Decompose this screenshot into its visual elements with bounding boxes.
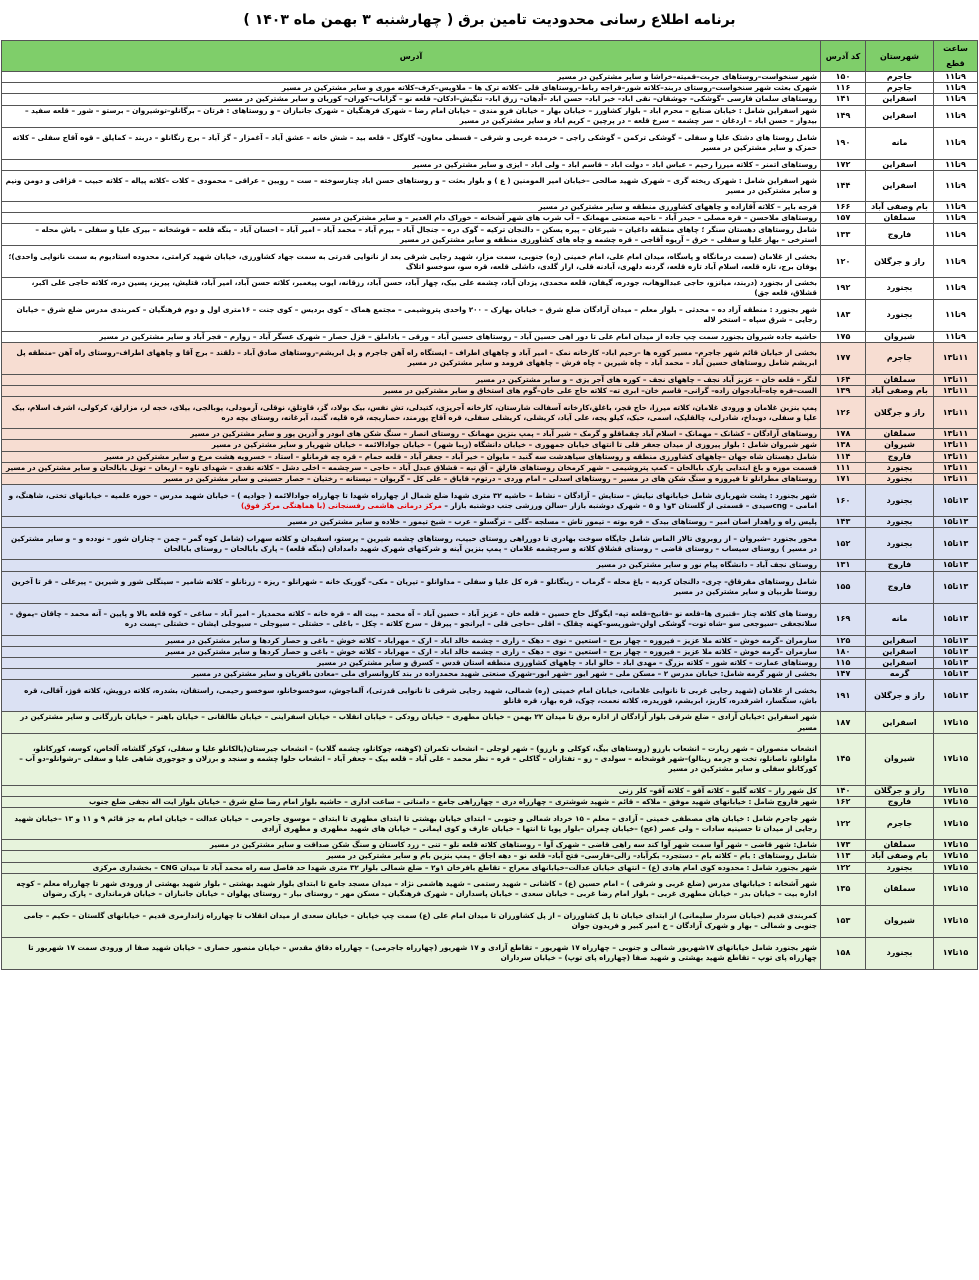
cell-address: قسمت موزه و باغ ابتدایی پارک بابالحان – کمپ پتروشیمی – شهر کرمخان روستاهای قارلق – آق تپه – قشلاق عبدل آباد – حاجی – سرچشمه – اخلی دشل – کلاته نقدی – شهدای ناوه – ازبغان – تونل بابالحان و سایر مشترکین در مسیر <box>2 462 821 473</box>
table-row <box>2 386 978 397</box>
table-row <box>2 680 978 712</box>
cell-code: ۱۸۳ <box>821 299 866 331</box>
cell-address: شهر اسفراین شامل : شهرک ریخته گری – شهرک شهید صالحی –خیابان امیر المومنین ( ع ) و بلوار بعثت – و روستاهای حسن اباد چنارسوخته – ست – رویین – عراقی – محمودی – کلات –کلاته پیاله – کلاته حبیب – قزاقی و دومن ونیم و سایر مشترکین در مسیر <box>2 170 821 201</box>
cell-address: شامل دهستان شاه جهان –چاههای کشاورزی منطقه و روستاهای سیاهدشت سه گنبد – مایوان – خیر آباد – جعفر آباد – قلعه حمام – قره چه فرمانلو – استاد – خسرویه هشت مرخ و سایر مشترکین در مسیر <box>2 451 821 462</box>
cell-address: روستاهای عمارت – کلاته شور – کلاته بزرگ – مهدی اباد – خالو اباد – چاههای کشاورزی منطقه استان قدس – کسرق و سایر مشترکین در مسیر <box>2 658 821 669</box>
cell-address: بخشی از غلامان (سمت درمانگاه و پاسگاه، میدان امام علی، امام خمینی (ره) جنوبی، سمت مزار، شهید رجایی شرقی بعد از نانوایی قدرتی به سمت جهاد کشاورزی، خیابان شهید کرامتی، محدوده استادیوم به سمت نانوایی واحدی)؛ یوفان برج، تازه قلعه، اسلام آباد تازه قلعه، گردنه دلهری، آبادنه قلی، اراز گلدی، داشلی قلعه، قره سو، سوخسو اتلاگ <box>2 246 821 278</box>
table-row <box>2 733 978 785</box>
cell-time: ۱۵تا۱۷ <box>934 712 978 733</box>
table-row <box>2 658 978 669</box>
table-body <box>2 72 978 970</box>
table-row <box>2 785 978 796</box>
header-address: آدرس <box>2 41 821 72</box>
cell-code: ۱۵۲ <box>821 528 866 560</box>
cell-time: ۱۱تا۱۳ <box>934 474 978 485</box>
cell-time: ۱۱تا۱۳ <box>934 429 978 440</box>
cell-address: انشعاب منصوران – شهر زیارت – انشعاب بارزو (روستاهای بیگ، کوکلی و بارزو) – شهر لوجلی – انشعاب تکمران (کوهنه، چوکانلو، چشمه گلاب) – انشعاب جیرستان(پالکانلو علیا و سفلی، کوکر گلشاه، آلخاص، کوسه، کورکانلو، ملوانلو، ناصانلو، تخت و چرمه زینالو)–شهر قوشخانه – سولدی – زو – تفتازان – گاکلی – قره – نظر محمد – علی آباد – قلعه بیک – جعفر آباد – انشعاب حلوا چشمه و سنجد و برزلان و جوجوری شاهی علیا و سفلی –رشوانلو–دو آب –کورکانلو سفلی و سایر مشترکین در مسیر <box>2 733 821 785</box>
cell-code: ۱۵۳ <box>821 905 866 937</box>
cell-code: ۱۱۴ <box>821 451 866 462</box>
cell-city: راز و جرگلان <box>866 680 934 712</box>
cell-code: ۱۱۳ <box>821 851 866 862</box>
cell-code: ۱۴۳ <box>821 517 866 528</box>
cell-address: بخشی از بجنورد (دربند، میانزو، حاجی عبدالوهاب، جودره، گیفان، قلعه محمدی، یزدان آباد، چشمه علی بیک، چهار آباد، حسن آباد، رزقانه، ایوب پیغمبر، کلاته حسن آباد، امیر آباد، قتلیش، پیریز، پسین دره، کلاته حاجی علی اکبر، قشلاق، قلعه جق) <box>2 278 821 299</box>
cell-address: شهر اسفراین :خیابان آزادی – ضلع شرقی بلوار آزادگان از اداره برق تا میدان ۲۲ بهمن – خیابان مطهری – خیابان رودکی – خیابان انقلاب – خیابان اسفراینی – خیابان طالقانی – خیابان باهنر – خیابان بازرگانی و سایر مشترکین در مسیر <box>2 712 821 733</box>
table-row <box>2 278 978 299</box>
cell-city: بجنورد <box>866 299 934 331</box>
cell-code: ۱۵۸ <box>821 937 866 969</box>
cell-city: اسفراین <box>866 94 934 105</box>
table-row <box>2 201 978 212</box>
cell-code: ۱۱۶ <box>821 83 866 94</box>
cell-time: ۱۳تا۱۵ <box>934 669 978 680</box>
cell-address: بخشی از خیابان قائم شهر جاجرم– مسیر کوره ها –رحیم اباد– کارخانه نمک – امیر آباد و چاههای اطراف – ایستگاه راه آهن جاجرم و پل ابریشم–روستاهای صادق آباد – دلقند – برج آقا و چاههای اطراف–روستای راه آهن –منطقه پل ابریشم شامل روستاهای حسین آباد – محمد آباد – چاه شیرین – چاه فرش – چاههای فرومد و سایر مشترکین در مسیر <box>2 342 821 374</box>
cell-code: ۱۹۲ <box>821 278 866 299</box>
cell-time: ۹تا۱۱ <box>934 299 978 331</box>
cell-time: ۱۵تا۱۷ <box>934 785 978 796</box>
cell-address: شامل روستا های دشتک علیا و سفلی – گوشکی ترکمن – گوشکی راجی – خرمده غربی و شرقی – قسطی معاون– گاوگل – قلعه بید – شش خانه – عشق آباد – آغمزار – گز آباد – برج زنگانلو – دربند – کمایلق – قوه آقاج سفلی – کلاته حمزک و سایر مشترکین در مسیر <box>2 127 821 159</box>
table-row <box>2 635 978 646</box>
cell-code: ۱۶۲ <box>821 797 866 808</box>
cell-city: بجنورد <box>866 528 934 560</box>
cell-code: ۱۶۰ <box>821 485 866 517</box>
cell-address: کل شهر راز – کلاته گلیو – کلاته آقو – کلاته آقو– کلر زنی <box>2 785 821 796</box>
cell-time: ۹تا۱۱ <box>934 331 978 342</box>
cell-city: بام وصفی آباد <box>866 851 934 862</box>
cell-code: ۱۵۰ <box>821 72 866 83</box>
cell-time: ۹تا۱۱ <box>934 159 978 170</box>
cell-city: فاروج <box>866 571 934 603</box>
table-row <box>2 474 978 485</box>
table-row <box>2 342 978 374</box>
cell-address: سارمران –گرمه خوش – کلاته ملا عزیز – فیروزه – چهار برج – استعین – نوی – دهک – زاری – چشمه خالد اباد – ارک – مهراباد – کلاته خوش – باغی و حصار کردها و سایر مشترکین در مسیر <box>2 646 821 657</box>
cell-code: ۱۵۷ <box>821 213 866 224</box>
table-row <box>2 159 978 170</box>
cell-code: ۱۴۵ <box>821 733 866 785</box>
cell-code: ۱۲۰ <box>821 246 866 278</box>
table-row <box>2 462 978 473</box>
cell-time: ۱۳تا۱۵ <box>934 646 978 657</box>
cell-city: فاروج <box>866 560 934 571</box>
cell-city: شیروان <box>866 440 934 451</box>
cell-code: ۱۴۰ <box>821 785 866 796</box>
cell-address: الست–قره چاه–آبادجوان زاده– گرانی– قاسم خان– ابری ته– کلاته حاج علی خان–گوم های استخاق و سایر مشترکین در مسیر <box>2 386 821 397</box>
table-row <box>2 299 978 331</box>
cell-address: شهر بجنورد شامل خیابانهای ۱۷شهریور شمالی و جنوبی – چهارراه ۱۷ شهریور – تقاطع آزادی و ۱۷ شهریور (چهارراه جاجرمی) – چهارراه دقاق مقدس – خیابان منصور حصاری – خیابان شهید صفا از ورودی سمت ۱۷ شهریور تا چهارراه پای توپ – تقاطع شهید بهشتی و شهید صفا (چهارراه پای توپ) – خیابان سرداران <box>2 937 821 969</box>
cell-city: بجنورد <box>866 278 934 299</box>
cell-city: اسفراین <box>866 105 934 127</box>
table-row <box>2 646 978 657</box>
table-row <box>2 127 978 159</box>
cell-city: فاروج <box>866 797 934 808</box>
table-row <box>2 170 978 201</box>
cell-address: شهر سنخواست–روستاهای جربت–قمیته–خراشا و سایر مشترکین در مسیر <box>2 72 821 83</box>
cell-time: ۱۳تا۱۵ <box>934 571 978 603</box>
cell-address: روستاهای آزادگان – کشانک – مهمانک – اسلام آباد چقماقلو و گرمک – شیر آباد – پمپ بنزین مهمانک – روستای انصار – سنگ شکن های ابودر و آذرین پور و سایر مشترکین در مسیر <box>2 429 821 440</box>
cell-address: پمپ بنزین غلامان و ورودی غلامان، کلاته میرزا، حاج قجر، باغلق،کارخانه آسفالت شارستان، کارخانه آجرپزی، کتیدلی، تش نفس، بیک بولاد، گز، قاوتلق، نوقلی، آرمودلی، یوبالجی، بیلای، خجه لر، مزارلق، کرکولی، اشرف اسلام، بیک علیا و سفلی، دوبداخ، شادرلی، چالقلیک، اسمی، حبک، کیلو یجه، علی آباد، کریشلی، کریشلی سفلی، قره آقاج پورمند، حصاریجه، قره قلیه، گنبد، آبرغانه، روستای بچه دره <box>2 397 821 429</box>
cell-city: جاجرم <box>866 72 934 83</box>
header-time: ساعت قطع <box>934 41 978 72</box>
cell-code: ۱۵۵ <box>821 571 866 603</box>
cell-address: قرجه بایر – کلاته آقازاده و چاههای کشاورزی منطقه و سایر مشترکین در مسیر <box>2 201 821 212</box>
cell-address: لنگر – قلعه خان – عزیز آباد نجف – چاههای نجف – کوره های آجر یزی – و سایر مشترکین در مسیر <box>2 374 821 385</box>
cell-code: ۱۷۸ <box>821 429 866 440</box>
cell-code: ۱۳۹ <box>821 386 866 397</box>
cell-city: فاروج <box>866 224 934 246</box>
cell-code: ۱۲۲ <box>821 862 866 873</box>
cell-address: روستاهای سلمان فارسی –گوشکی– جوشقان– نقی اباد– خیر اباد– حسن اباد –آدهان– زرق اباد– تنگیش–ادکان– قلعه نو – گزاباب–کوران– کوریان و سایر مشترکین در مسیر <box>2 94 821 105</box>
table-row <box>2 429 978 440</box>
cell-code: ۱۷۱ <box>821 474 866 485</box>
cell-city: اسفراین <box>866 635 934 646</box>
header-code: کد آدرس <box>821 41 866 72</box>
cell-time: ۱۳تا۱۵ <box>934 517 978 528</box>
cell-city: بجنورد <box>866 517 934 528</box>
cell-code: ۱۷۳ <box>821 840 866 851</box>
cell-code: ۱۴۷ <box>821 669 866 680</box>
header-city: شهرستان <box>866 41 934 72</box>
cell-city: سملقان <box>866 429 934 440</box>
cell-address: شامل روستاهای دهستان سنگر ؛ چاهای منطقه داغیان – شیرغان – پیره یسکن – دالنجان ترکیه – گوک دره – جنجال آباد – بیرم آباد – محمد آباد – امیر آباد – احسان آباد – بنگه قلعه – قوشخانه – بیرک علیا و سفلی – باش محله – استرخی – بهار علیا و سفلی – خرق – آریوه آقاجی – قره چشمه و چاه های کشاورزی منطقه و سایر مشترکین در مسیر <box>2 224 821 246</box>
table-row <box>2 83 978 94</box>
cell-time: ۱۱تا۱۳ <box>934 386 978 397</box>
cell-city: اسفراین <box>866 658 934 669</box>
cell-time: ۹تا۱۱ <box>934 201 978 212</box>
cell-code: ۱۸۷ <box>821 712 866 733</box>
cell-address: شهر بجنورد شامل : محدوده کوی امام هادی (ع) – انتهای خیابان عدالت–خیابانهای معراج – تقاطع بافرخان ۱و۲ – ضلع شمالی بلوار ۳۲ متری شهدا حد فاصل سه راه محمد آباد تا میدان CNG – بخشداری مرکزی <box>2 862 821 873</box>
table-row <box>2 862 978 873</box>
cell-code: ۱۳۵ <box>821 873 866 905</box>
cell-time: ۹تا۱۱ <box>934 213 978 224</box>
cell-city: بجنورد <box>866 937 934 969</box>
cell-time: ۱۵تا۱۷ <box>934 733 978 785</box>
cell-code: ۱۷۲ <box>821 159 866 170</box>
cell-time: ۱۱تا۱۳ <box>934 451 978 462</box>
table-row <box>2 840 978 851</box>
cell-city: بجنورد <box>866 862 934 873</box>
table-row <box>2 374 978 385</box>
cell-address: شهر فاروج شامل : خیابانهای شهید موفق – ملاکه – قائم – شهید شوشتری – چهارراه دری – چهارراهی جامع – دامناتی – ساعت اداری – حاشیه بلوار امام رضا ضلع شرق – خیابان بلوار ایت اله نجفی ضلع جنوب <box>2 797 821 808</box>
cell-code: ۱۱۵ <box>821 658 866 669</box>
cell-time: ۱۳تا۱۵ <box>934 635 978 646</box>
table-header-row <box>2 41 978 72</box>
cell-code: ۱۹۰ <box>821 127 866 159</box>
cell-city: سملقان <box>866 873 934 905</box>
cell-address: شهر جاجرم شامل : خیابان های مصطفی خمینی – آزادی – معلم – ۱۵ خرداد شمالی و جنوبی – ابتدای خیابان بهشتی تا ابتدای مطهری تا ابتدای – موسوی جاجرمی – خیابان عدالت – خیابان امام به جز قائم ۹ و ۱۱ و ۱۳ –خیابان شهید رجایی از میدان تا حسینیه سادات – ولی عصر (عج) –خیابان چمران –بلوار پویا تا انتها – خیابان عارف و کوی ایمانی – خیابان های شهید مطهری و مطهری آزادی <box>2 808 821 840</box>
table-row <box>2 851 978 862</box>
table-row <box>2 603 978 635</box>
table-row <box>2 246 978 278</box>
cell-time: ۹تا۱۱ <box>934 278 978 299</box>
cell-time: ۱۱تا۱۳ <box>934 440 978 451</box>
cell-city: بجنورد <box>866 474 934 485</box>
table-row <box>2 712 978 733</box>
cell-city: بام وصفی آباد <box>866 201 934 212</box>
cell-time: ۹تا۱۱ <box>934 105 978 127</box>
cell-city: سملقان <box>866 374 934 385</box>
cell-code: ۱۴۴ <box>821 170 866 201</box>
cell-code: ۱۴۹ <box>821 105 866 127</box>
cell-city: جاجرم <box>866 83 934 94</box>
table-row <box>2 571 978 603</box>
cell-time: ۱۳تا۱۵ <box>934 658 978 669</box>
cell-city: فاروج <box>866 451 934 462</box>
cell-time: ۹تا۱۱ <box>934 224 978 246</box>
cell-address: پلیس راه و راهدار اصان امیر – روستاهای بیدک – قره بوته – تیمور تاش – مسلجه –گلی – ترگسلو – عرب – شیخ تیمور – خلاده و سایر مشترکین در مسیر <box>2 517 821 528</box>
cell-address: شامل روستاهای : بام – کلاته بام – دستجرد– بکرآباد– زالی–فارسی– فتح آباد– قلعه نو – دهه اجاق – پمپ بنزین بام و سایر مشترکین در مسیر <box>2 851 821 862</box>
table-row <box>2 397 978 429</box>
cell-address: شامل روستاهای مقرقاق– چری– دالنجان کردیه – باغ محله – گرماب – زینگانلو – قره کل علیا و سفلی – مداوانلو – تیریان – مکی– گوریک خانه – شهرانلو – ریزه – زرنانلو – کلاته شامیر – سینگلی شور و شیرین – پیرعلی – قر تا آخرین روستا طربیان و سایر مشترکین در مسیر <box>2 571 821 603</box>
table-row <box>2 213 978 224</box>
cell-time: ۱۵تا۱۷ <box>934 873 978 905</box>
cell-address: شامل: شهر قاضی – شهر آوا سمت شهر آوا کند سه راهی قاضی – شهرک آوا – روستاهای کلاته قلعه نلو – تنی – زرد کاستان و سنگ شکن صداقت و سایر مشترکین در مسیر <box>2 840 821 851</box>
cell-address <box>2 485 821 517</box>
cell-code: ۱۷۵ <box>821 331 866 342</box>
cell-city: شیروان <box>866 733 934 785</box>
cell-address: شهر اسفراین شامل : خیابان صنایع – محرم اباد – بلوار کشاورز – خیابان بهار – خیابان فرو مندی – خیابان امام رضا – شهرک فرهنگیان – شهرک جانبازان – و روستاهای : فرتان – برگانلو–توشیروان – برستو – شور – قلعه سفید – بیدواز – حسن اباد – اردغان – سر چشمه – سرخ قلعه – در پرچین – کریم اباد و سایر مشترکین در مسیر <box>2 105 821 127</box>
cell-code: ۱۶۶ <box>821 201 866 212</box>
cell-time: ۱۵تا۱۷ <box>934 905 978 937</box>
cell-code: ۱۳۳ <box>821 224 866 246</box>
table-row <box>2 669 978 680</box>
cell-city: سملقان <box>866 213 934 224</box>
cell-code: ۱۲۵ <box>821 635 866 646</box>
cell-city: گرمه <box>866 669 934 680</box>
cell-time: ۹تا۱۱ <box>934 170 978 201</box>
cell-time: ۱۳تا۱۵ <box>934 485 978 517</box>
cell-code: ۱۲۲ <box>821 808 866 840</box>
table-row <box>2 808 978 840</box>
cell-time: ۱۵تا۱۷ <box>934 937 978 969</box>
cell-code: ۱۶۹ <box>821 603 866 635</box>
cell-address: شهر شیروان شامل : بلوار پیروزی از میدان جعفر قلی تا انتهای خیابان جمهوری – خیابان دانشگاه (زیبا شهر) – خیابان جوادالائمه – خیابان شهریار و سایر مشترکین در مسیر <box>2 440 821 451</box>
cell-address: سارمران –گرمه خوش – کلاته ملا عزیز – فیروزه – چهار برج – استعین – نوی – دهک – زاری – چشمه خالد اباد – ارک – مهراباد – کلاته خوش – باغی و حصار کردها و سایر مشترکین در مسیر <box>2 635 821 646</box>
cell-time: ۱۳تا۱۵ <box>934 603 978 635</box>
table-row <box>2 105 978 127</box>
cell-code: ۱۱۱ <box>821 462 866 473</box>
table-row <box>2 517 978 528</box>
cell-city: مانه <box>866 603 934 635</box>
cell-time: ۹تا۱۱ <box>934 72 978 83</box>
cell-address: شهرک بعثت شهر سنخواست–روستای دربند–کلاته شور–قراجه رباط–روستاهای قلی –کلاته ترک ها – ملاویس–کرف–کلاته موری و سایر مشترکین در مسیر <box>2 83 821 94</box>
cell-time: ۹تا۱۱ <box>934 83 978 94</box>
cell-time: ۱۱تا۱۳ <box>934 462 978 473</box>
cell-time: ۱۵تا۱۷ <box>934 797 978 808</box>
table-row <box>2 72 978 83</box>
cell-city: راز و جرگلان <box>866 397 934 429</box>
cell-code: ۱۷۷ <box>821 342 866 374</box>
cell-city: اسفراین <box>866 159 934 170</box>
cell-city: راز و جرگلان <box>866 785 934 796</box>
cell-address: بخشی از شهر گرمه شامل: خیابان مدرس ۲ – مسکن ملی – شهر ایور –شهر ابور–شهرک صنعتی شهید محمدزاده در بند کاروانسرای ملی –معادن باقریان و سایر مشترکین در مسیر <box>2 669 821 680</box>
cell-city: اسفراین <box>866 712 934 733</box>
cell-time: ۱۵تا۱۷ <box>934 862 978 873</box>
cell-code: ۱۶۴ <box>821 374 866 385</box>
address-text: شهر بجنورد : پشت شهربازی شامل خیابانهای نیایش – ستایش – آزادگان – نشاط – حاشیه ۳۲ متری شهدا ضلع شمال از چهارراه شهدا تا چهارراه جوادالائمه ( جوادیه ) – خیابان شهید مدرس – حوزه علمیه – خیابانهای تختی، شاهنگ، و امامی – cngسیدی – قسمتی از گلستان ۳و۱ و ۵ – شهرک دوشنبه بازار –سالن ورزشی جنب دوشنبه بازار – <box>8 490 817 510</box>
cell-address: محور بجنورد –شیروان – از روبروی تالار الماس شامل جایگاه سوخت بهادری تا دورراهی روستای حبیب، روستاهای چشمه شیرین – پرستو، اسفیدان و کلاته سهراب (شامل کوه گمر – چمن – چناران شور – نودده و – و سایر مشترکین در مسیر ) روستای سیساب – روستای قاضی – روستای قشلاق کلاته و سرچشمه غلامان – پمپ بنزین آینه و شرکتهای شهرک شهید دامدادان (بنگه قلعه) – پارک بابالحان – روستای بابالحان <box>2 528 821 560</box>
cell-city: شیروان <box>866 905 934 937</box>
outage-schedule-table <box>1 40 978 970</box>
cell-time: ۹تا۱۱ <box>934 94 978 105</box>
cell-time: ۱۵تا۱۷ <box>934 808 978 840</box>
table-row <box>2 451 978 462</box>
cell-time: ۱۳تا۱۵ <box>934 680 978 712</box>
page-title: برنامه اطلاع رسانی محدودیت تامین برق ( چهارشنبه ۳ بهمن ماه ۱۴۰۳ ) <box>243 12 736 28</box>
table-row <box>2 873 978 905</box>
cell-time: ۱۳تا۱۵ <box>934 528 978 560</box>
cell-address: روستاهای مطرانلو تا فیروزه و سنگ شکن های در مسیر – روستاهای اسدلی – امام وردی – درتوم– قایاق – علی کل – گریوان – نیستانه – رختیان – حصار حسینی و سایر مشترکین در مسیر <box>2 474 821 485</box>
cell-code: ۱۳۸ <box>821 440 866 451</box>
table-row <box>2 797 978 808</box>
cell-address: حاشیه جاده شیروان بجنورد سمت چپ جاده از میدان امام علی تا دور اهی حسین آباد – روستاهای حسین آباد – ورقی – باداملق – قزل حصار – شهرک عسگر آباد – زوارم – فجر آباد و سایر مشترکین در مسیر <box>2 331 821 342</box>
cell-time: ۹تا۱۱ <box>934 246 978 278</box>
cell-time: ۱۵تا۱۷ <box>934 851 978 862</box>
cell-time: ۱۱تا۱۳ <box>934 374 978 385</box>
cell-time: ۱۱تا۱۳ <box>934 342 978 374</box>
cell-city: بجنورد <box>866 485 934 517</box>
cell-city: بجنورد <box>866 462 934 473</box>
cell-address: روستاهای اتمنر – کلاته میرزا رحیم – عباس اباد – دولت اباد – قاسم اباد – ولی اباد – ایزی و سایر مشترکین در مسیر <box>2 159 821 170</box>
table-row <box>2 224 978 246</box>
cell-city: بام وصفی آباد <box>866 386 934 397</box>
cell-city: جاجرم <box>866 808 934 840</box>
table-row <box>2 560 978 571</box>
cell-address: روستای نجف آباد – دانشگاه پیام نور و سایر مشترکین در مسیر <box>2 560 821 571</box>
cell-code: ۱۲۶ <box>821 397 866 429</box>
cell-city: مانه <box>866 127 934 159</box>
cell-code: ۱۳۱ <box>821 560 866 571</box>
cell-address: بخشی از غلامان (شهید رجایی غربی تا نانوایی غلامانی، خیابان امام خمینی (ره) شمالی، شهید رجایی شرقی تا نانوایی قدرتی)، آلماجوش، سوخسوخانلو، سوخسو رحیمی، راستقان، بشدره، کلاته درویش، کلاته قوژ، آقالی، قره باش، سنگسار، اشرفدره، کاریز، ابریشم، قوریدره، کلاته نعمت، چوک، قره بهار، قره قانلو <box>2 680 821 712</box>
address-highlight: مرکز درمانی هاشمی رفسنجانی (با هماهنگی مرکز فوق) <box>240 500 442 510</box>
table-row <box>2 937 978 969</box>
table-row <box>2 94 978 105</box>
table-row <box>2 905 978 937</box>
cell-city: جاجرم <box>866 342 934 374</box>
cell-address: شهر بجنورد : منطقه آزاد ده – محدثی – بلوار معلم – میدان آزادگان ضلع شرق – خیابان بهارک – ۲۰۰ واحدی پتروشیمی – مجتمع هماک – کوی بردیس – کوی جنت – ۱۶متری اول و دوم فرهنگیان – کمربندی مدرس ضلع شرق – خیابان رجایی – شرق سپاه – استخر لاله <box>2 299 821 331</box>
cell-city: راز و جرگلان <box>866 246 934 278</box>
cell-address: کمربندی قدیم (خیابان سردار سلیمانی) از ابتدای خیابان تا پل کشاورزان – از پل کشاورزان تا میدان امام علی (ع) سمت چپ خیابان – خیابان سعدی از میدان انقلاب تا چهارراه ژاندارمری قدیم – خیابانهای گلستان – حکیم – جامی جنوبی و شمالی – بهار و شهرک آزادگان – خ امیر کبیر و فریدون جوان <box>2 905 821 937</box>
cell-code: ۱۴۱ <box>821 94 866 105</box>
cell-time: ۱۳تا۱۵ <box>934 560 978 571</box>
cell-time: ۱۵تا۱۷ <box>934 840 978 851</box>
cell-address: روستا های کلاته چناز –قنبری ها–قلعه نو –قانیخ–قلعه تپه– ایگوگل حاج حسین – قلعه خان – عزیز آباد – حسین آباد – آه محمد – بیت اله – قره خانه – کلاته محمدیار – امیر آباد – ساغی – کوه قلعه بالا و پایین – آنه محمد – چاقان –یموق – سلانجعقی –سیوجعی سو –شاه توت– گوشکی اولن–شوریسو–کهنه چقلک – اقلی –حاجی قلی – ایرانجو – پیرقل – سرخ کلاته – چکل – باغلی – حشتلی – سیوجلی – سیوجلی ایشان – خشتلی –پست دره <box>2 603 821 635</box>
cell-time: ۱۱تا۱۳ <box>934 397 978 429</box>
table-row <box>2 485 978 517</box>
table-row <box>2 331 978 342</box>
cell-city: سملقان <box>866 840 934 851</box>
table-row <box>2 440 978 451</box>
cell-address: شهر آشخانه : خیابانهای مدرس (ضلع غربی و شرقی ) – امام حسین (ع) – کاشانی – شهید رستمی – شهید هاشمی نژاد – میدان مسجد جامع تا ابتدای بلوار شهید بهشتی – بلوار شهید بهشتی از ورودی شهر تا چهارراه معلم – کوچه اداره بیت – خیابان بدر – خیابان مطهری غربی – بلوار امام رضا غربی – خیابان سعدی – خیابان پاسداران – شهرک فرهنگیان – مسکن مهر – روستای بیار – روستای پهلوان – خیابان جانبازان – خیابان فرمانداری – پارک رضوان <box>2 873 821 905</box>
cell-city: شیروان <box>866 331 934 342</box>
cell-address: روستاهای ملاحسن – قره مصلی – حیدر آباد – ناحیه صنعتی مهمانک – آب شرب های شهر آشخانه – خوراک دام الغدیر – و سایر مشترکین در مسیر <box>2 213 821 224</box>
cell-city: اسفراین <box>866 646 934 657</box>
table-row <box>2 528 978 560</box>
cell-city: اسفراین <box>866 170 934 201</box>
cell-code: ۱۹۱ <box>821 680 866 712</box>
cell-time: ۹تا۱۱ <box>934 127 978 159</box>
cell-code: ۱۸۰ <box>821 646 866 657</box>
